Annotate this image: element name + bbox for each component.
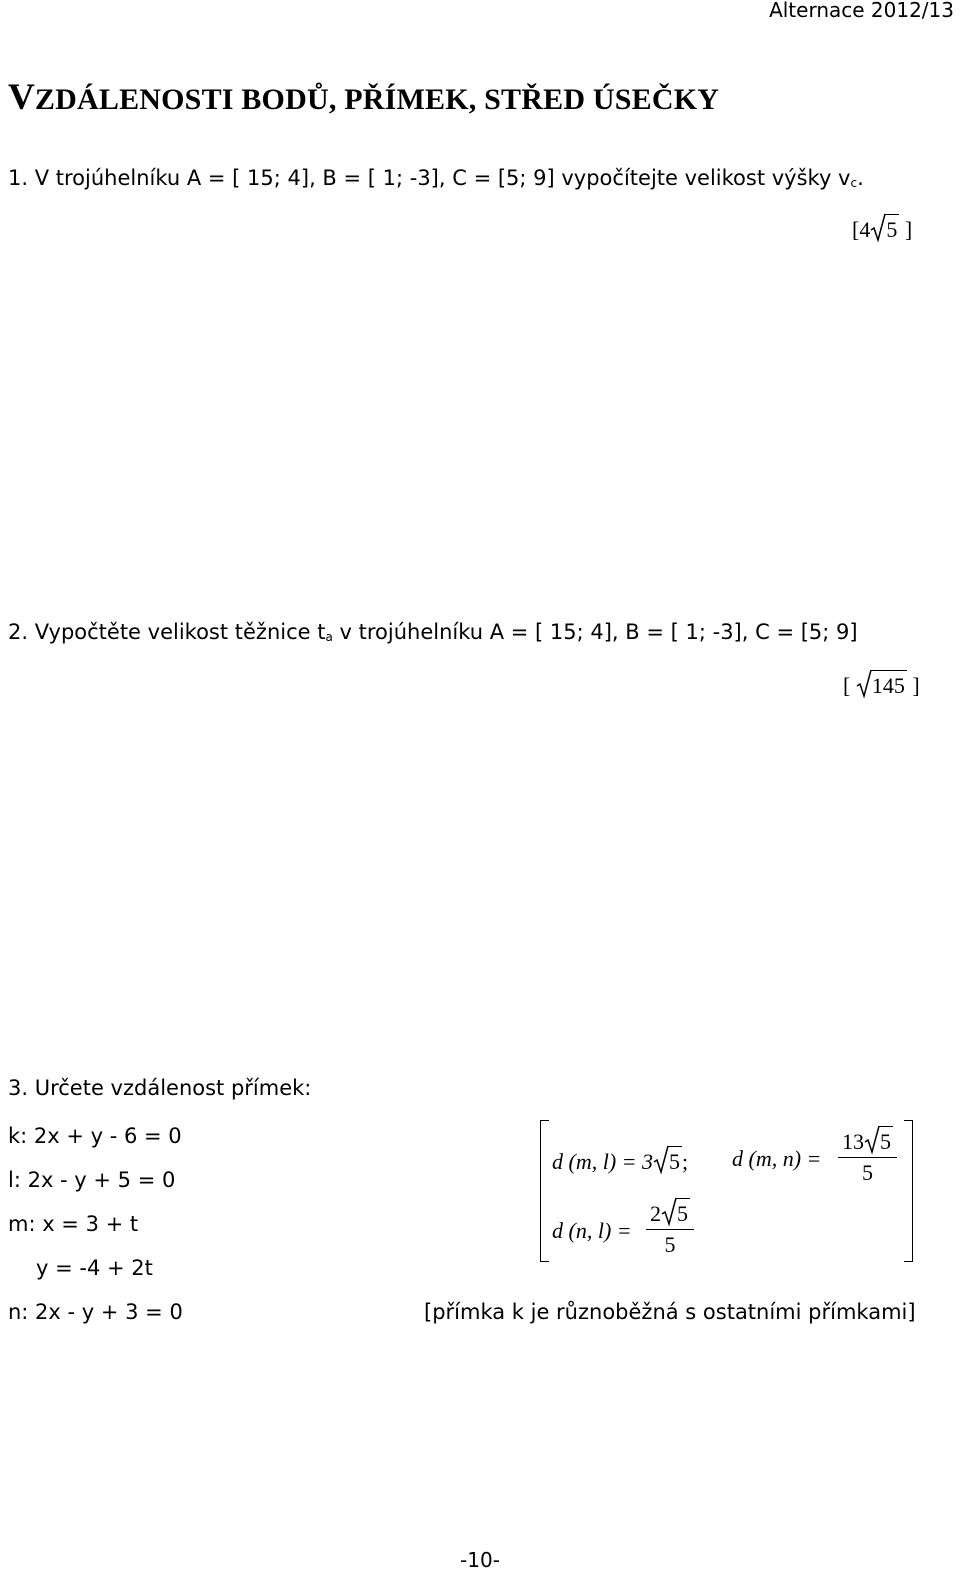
distance-m-n-text: d (m, n) =: [732, 1146, 822, 1171]
line-m-y: y = -4 + 2t: [36, 1256, 153, 1280]
distance-m-l: [552, 1146, 688, 1175]
exercise-1-period: .: [857, 166, 864, 190]
sqrt-symbol: [653, 1146, 682, 1175]
answer-1-open: [4: [852, 217, 871, 242]
page-number: -10-: [460, 1548, 500, 1572]
distance-m-l-label: d (m, l) = 3: [552, 1149, 653, 1174]
fraction-denominator: 5: [862, 1160, 873, 1185]
exercise-3-text: 3. Určete vzdálenost přímek:: [8, 1076, 312, 1100]
title-rest: ZDÁLENOSTI BODŮ, PŘÍMEK, STŘED ÚSEČKY: [34, 83, 720, 116]
exercise-2-body: 2. Vypočtěte velikost těžnice t: [8, 620, 326, 644]
exercise-1-text: [8, 166, 864, 190]
answer-1-close: ]: [904, 217, 913, 242]
distance-m-l-radicand: 5: [667, 1146, 682, 1175]
fraction: [838, 1126, 897, 1186]
exercise-1-body: 1. V trojúhelníku A = [ 15; 4], B = [ 1; -3], C = [5; 9] vypočítejte velikost výšky v: [8, 166, 851, 190]
fraction: [646, 1198, 694, 1258]
exercise-2-text: [8, 620, 858, 644]
sqrt-symbol: [856, 670, 907, 699]
line-n: n: 2x - y + 3 = 0: [8, 1300, 183, 1324]
left-bracket: [540, 1120, 549, 1262]
answer-1-radicand: 5: [884, 214, 899, 243]
numerator-coefficient: 2: [650, 1201, 661, 1226]
answer-2-open: [: [843, 673, 851, 698]
distance-n-l-label: [552, 1218, 632, 1244]
distance-n-l-fraction: [646, 1198, 694, 1258]
fraction-numerator: [838, 1126, 897, 1158]
exercise-1-subscript: c: [850, 176, 858, 190]
distance-m-l-semicolon: ;: [682, 1149, 689, 1174]
numerator-radicand: 5: [878, 1126, 893, 1155]
answer-2-close: ]: [912, 673, 920, 698]
distance-m-n-label: [732, 1146, 821, 1172]
line-k: k: 2x + y - 6 = 0: [8, 1124, 182, 1148]
numerator-radicand: 5: [675, 1198, 690, 1227]
exercise-2-subscript: a: [325, 630, 333, 644]
exercise-3-note: [přímka k je různoběžná s ostatními přímkami]: [424, 1300, 916, 1324]
page-title: [8, 76, 719, 119]
sqrt-symbol: [864, 1126, 893, 1155]
exercise-2-rest: v trojúhelníku A = [ 15; 4], B = [ 1; -3], C = [5; 9]: [332, 620, 858, 644]
exercise-2-answer: [843, 670, 920, 699]
title-first-letter: V: [8, 77, 35, 118]
exercise-1-answer: [852, 214, 912, 243]
sqrt-symbol: [870, 214, 899, 243]
line-m-x: m: x = 3 + t: [8, 1212, 139, 1236]
distance-m-n-fraction: [838, 1126, 897, 1186]
sqrt-symbol: [661, 1198, 690, 1227]
header-course: Alternace 2012/13: [769, 0, 954, 22]
answer-2-radicand: 145: [870, 670, 907, 699]
distance-n-l-text: d (n, l) =: [552, 1218, 632, 1243]
fraction-denominator: 5: [664, 1232, 676, 1257]
numerator-coefficient: 13: [842, 1129, 864, 1154]
right-bracket: [904, 1120, 913, 1262]
line-l: l: 2x - y + 5 = 0: [8, 1168, 176, 1192]
fraction-numerator: [646, 1198, 694, 1230]
